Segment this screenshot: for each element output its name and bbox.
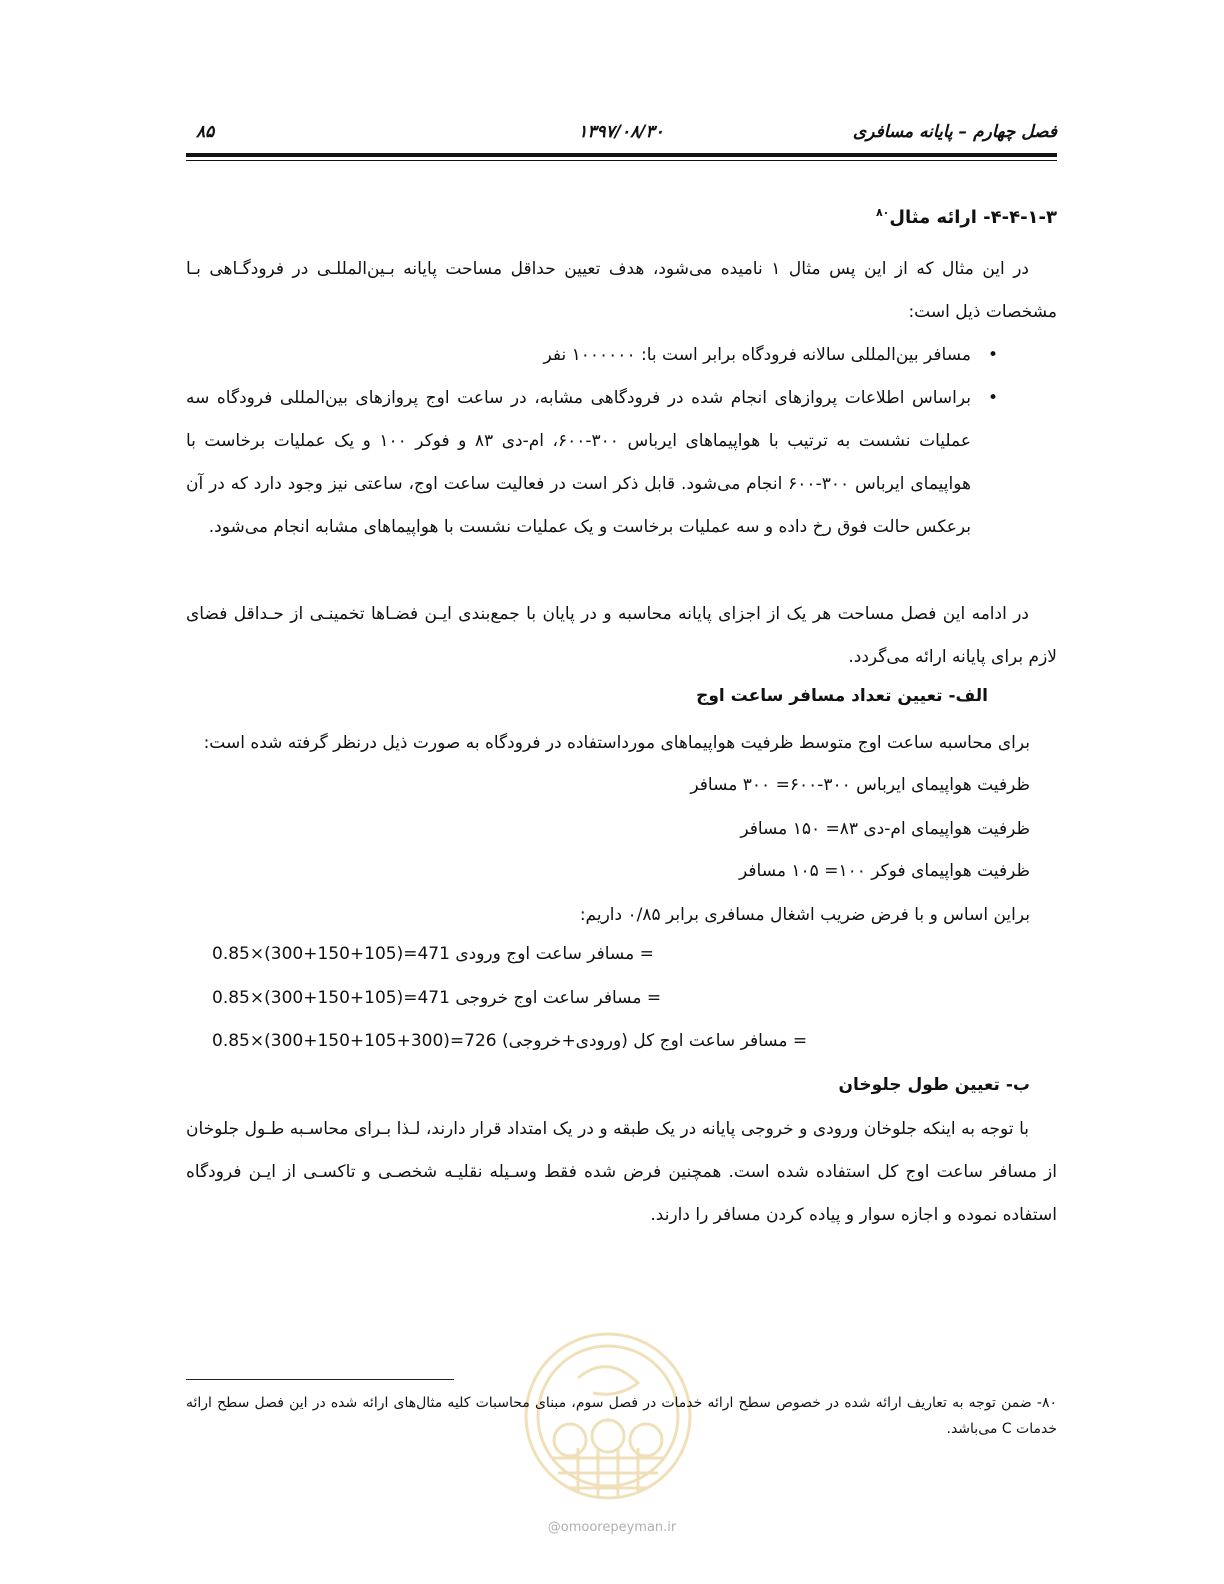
- equation-formula: 726=(300+150+105+300)×0.85 =: [212, 1031, 808, 1051]
- part-a-heading: الف- تعیین تعداد مسافر ساعت اوج: [696, 686, 988, 706]
- equation-label: مسافر ساعت اوج کل (ورودی+خروجی): [502, 1031, 788, 1051]
- part-b-heading: ب- تعیین طول جلوخان: [838, 1075, 1030, 1095]
- section-title: ۴-۴-۱-۳- ارائه مثال: [889, 207, 1057, 228]
- bullet-list: [186, 334, 998, 549]
- header-rule-thick: [186, 153, 1057, 157]
- page-header: [186, 118, 1057, 148]
- equation-label: مسافر ساعت اوج ورودی: [455, 944, 635, 964]
- page-number: ۸۵: [196, 122, 215, 142]
- equation-formula: 471=(300+150+105)×0.85 =: [212, 988, 662, 1008]
- capacity-md83: ظرفیت هواپیمای ام-دی ۸۳= ۱۵۰ مسافر: [740, 819, 1030, 839]
- continuation-paragraph: در ادامه این فصل مساحت هر یک از اجزای پایانه محاسبه و در پایان با جمع‌بندی ایـن فضـاها تخمینـی از حـداقل فضای لازم برای پایانه ارائه می‌گردد.: [186, 604, 1057, 667]
- footnote-rule: [186, 1379, 454, 1380]
- bullet-icon: •: [987, 345, 998, 365]
- equation-total: [212, 1031, 807, 1051]
- occupancy-assumption: براین اساس و با فرض ضریب اشغال مسافری برابر ۰/۸۵ داریم:: [579, 905, 1030, 925]
- section-heading: [876, 206, 1057, 228]
- watermark-url: @omoorepeyman.ir: [547, 1520, 677, 1535]
- intro-paragraph: در این مثال که از این پس مثال ۱ نامیده می‌شود، هدف تعیین حداقل مساحت پایانه بـین‌المللـی در فرودگـاهی بـا مشخصات ذیل است:: [186, 259, 1057, 322]
- chapter-title: فصل چهارم – پایانه مسافری: [852, 122, 1057, 142]
- header-rule-thin: [186, 160, 1057, 161]
- equation-arrivals: [212, 944, 654, 964]
- capacity-airbus: ظرفیت هواپیمای ایرباس ۳۰۰-۶۰۰= ۳۰۰ مسافر: [690, 775, 1030, 795]
- equation-label: مسافر ساعت اوج خروجی: [455, 988, 642, 1008]
- header-date: ۱۳۹۷/۰۸/۳۰: [578, 122, 664, 142]
- list-item: [186, 377, 998, 549]
- footnote: ۸۰- ضمن توجه به تعاریف ارائه شده در خصوص سطح ارائه خدمات در فصل سوم، مبنای محاسبات کلیه مثال‌های ارائه شده در این فصل سطح ارائه خدمات C می‌باشد.: [186, 1395, 1057, 1437]
- bullet-text: براساس اطلاعات پروازهای انجام شده در فرودگاهی مشابه، در ساعت اوج پروازهای بین‌المللی فرودگاه سه عملیات نشست به ترتیب با هواپیماهای ایرباس ۳۰۰-۶۰۰، ام-دی ۸۳ و فوکر ۱۰۰ و یک عملیات برخاست با هواپیمای ایرباس ۳۰۰-۶۰۰ انجام می‌شود. قابل ذکر است در فعالیت ساعت اوج، ساعتی نیز وجود دارد که در آن برعکس حالت فوق رخ داده و سه عملیات برخاست و یک عملیات نشست با هواپیماهای مشابه انجام می‌شود.: [186, 388, 971, 537]
- equation-departures: [212, 988, 661, 1008]
- part-a-intro: برای محاسبه ساعت اوج متوسط ظرفیت هواپیماهای مورداستفاده در فرودگاه به صورت ذیل درنظر گرفته شده است:: [203, 733, 1030, 753]
- list-item: [186, 334, 998, 377]
- capacity-fokker: ظرفیت هواپیمای فوکر ۱۰۰= ۱۰۵ مسافر: [739, 861, 1030, 881]
- footnote-ref: ۸۰: [875, 206, 890, 219]
- equation-formula: 471=(300+150+105)×0.85 =: [212, 944, 654, 964]
- part-b-paragraph: با توجه به اینکه جلوخان ورودی و خروجی پایانه در یک طبقه و در یک امتداد قرار دارند، لـذا بـرای محاسـبه طـول جلوخان از مسافر ساعت اوج کل استفاده شده است. همچنین فرض شده فقط وسـیله نقلیـه شخصـی و تاکسـی از ایـن فرودگاه استفاده نموده و اجازه سوار و پیاده کردن مسافر را دارند.: [186, 1119, 1057, 1225]
- bullet-icon: •: [987, 388, 998, 408]
- bullet-text: مسافر بین‌المللی سالانه فرودگاه برابر است با: ۱۰۰۰۰۰۰ نفر: [543, 345, 971, 365]
